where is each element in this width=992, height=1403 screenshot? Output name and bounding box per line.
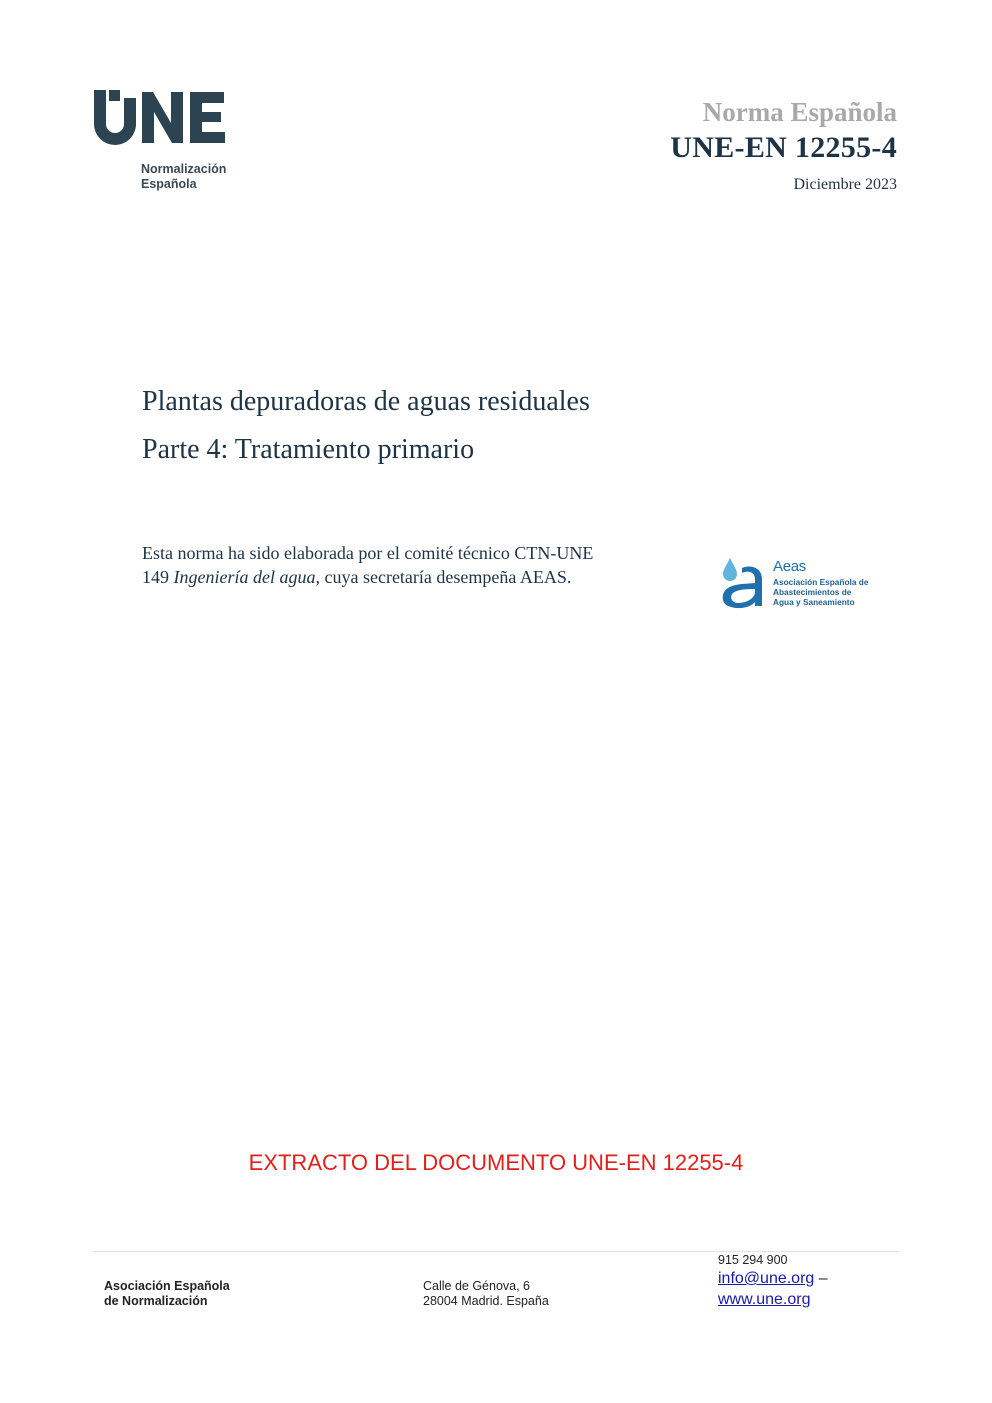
footer-organization [104, 1279, 230, 1309]
committee-text-before: Esta norma ha sido elaborada por el comité técnico CTN-UNE 149 [142, 543, 594, 587]
footer-address [423, 1279, 549, 1309]
aeas-a-icon [718, 556, 770, 612]
footer-website-link[interactable]: www.une.org [718, 1291, 811, 1308]
aeas-full-name [773, 577, 883, 607]
footer-divider [93, 1251, 899, 1252]
footer-phone: 915 294 900 [718, 1253, 788, 1267]
aeas-logo [718, 556, 878, 616]
norma-label: Norma Española [702, 97, 897, 127]
publication-date: Diciembre 2023 [793, 176, 897, 193]
footer-address-line2: 28004 Madrid. España [423, 1294, 549, 1308]
norma-code: UNE-EN 12255-4 [670, 131, 897, 164]
committee-text-after: , cuya secretaría desempeña AEAS. [315, 567, 572, 587]
logo-subtitle-line2: Española [141, 177, 197, 191]
aeas-full-line2: Abastecimientos de [773, 587, 852, 597]
une-wordmark-graphic [92, 88, 232, 148]
footer-org-line2: de Normalización [104, 1294, 208, 1308]
document-title: Plantas depuradoras de aguas residuales [142, 386, 590, 417]
footer-email-link[interactable]: info@une.org [718, 1270, 815, 1287]
committee-name: Ingeniería del agua [173, 567, 316, 587]
aeas-full-line1: Asociación Española de [773, 577, 869, 587]
extract-banner: EXTRACTO DEL DOCUMENTO UNE-EN 12255-4 [248, 1150, 744, 1175]
aeas-name: Aeas [773, 558, 806, 575]
footer-org-line1: Asociación Española [104, 1279, 230, 1293]
aeas-full-line3: Agua y Saneamiento [773, 597, 855, 607]
footer-address-line1: Calle de Génova, 6 [423, 1279, 531, 1293]
committee-note [142, 541, 602, 589]
document-subtitle: Parte 4: Tratamiento primario [142, 434, 475, 465]
footer-email-line [718, 1270, 828, 1288]
logo-subtitle-line1: Normalización [141, 162, 227, 176]
footer-separator: – [814, 1270, 828, 1287]
